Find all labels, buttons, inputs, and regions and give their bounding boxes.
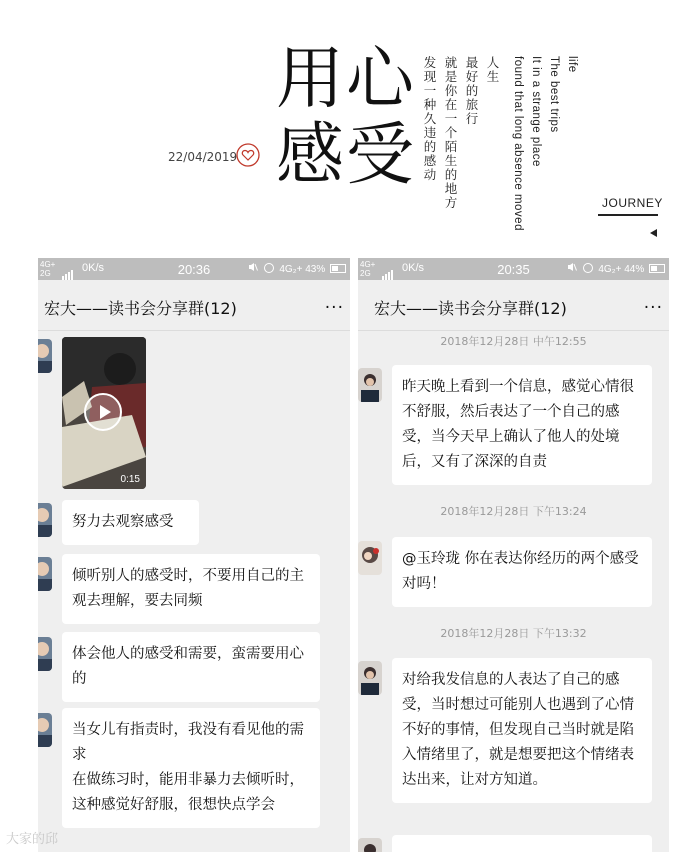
more-options-icon[interactable]: ··· bbox=[643, 298, 663, 318]
chat-bubble[interactable]: 昨天晚上看到一个信息，感觉心情很不舒服，然后表达了一个自己的感受，当今天早上确认了他人的处境后，又有了深深的自责 bbox=[392, 365, 652, 485]
status-bar bbox=[358, 258, 669, 280]
more-options-icon[interactable]: ··· bbox=[324, 298, 344, 318]
chat-screenshot-right bbox=[358, 258, 669, 852]
alarm-icon bbox=[264, 263, 274, 273]
message-timestamp: 2018年12月28日 中午12:55 bbox=[440, 335, 587, 348]
chat-screenshot-left bbox=[38, 258, 350, 852]
network-speed: 0K/s bbox=[402, 262, 425, 274]
signal-type: 4G+ 2G bbox=[40, 260, 56, 278]
alarm-icon bbox=[583, 263, 593, 273]
avatar[interactable] bbox=[38, 503, 52, 537]
avatar[interactable] bbox=[38, 339, 52, 373]
en-verse-1: found that long absence moved bbox=[512, 56, 524, 231]
poster-header bbox=[0, 0, 675, 250]
message-timestamp: 2018年12月28日 下午13:32 bbox=[440, 627, 587, 640]
battery-percent: 43% bbox=[305, 264, 326, 275]
mute-icon bbox=[567, 262, 577, 272]
chat-bubble[interactable]: 体会他人的感受和需要，蛮需要用心的 bbox=[62, 632, 320, 702]
message-list bbox=[38, 331, 350, 852]
heart-icon bbox=[236, 143, 260, 167]
en-verse-3: The best trips bbox=[548, 56, 560, 133]
battery-icon bbox=[330, 264, 346, 273]
status-right bbox=[248, 262, 346, 275]
avatar[interactable] bbox=[38, 557, 52, 591]
message-timestamp: 2018年12月28日 下午13:24 bbox=[440, 505, 587, 518]
cn-verse-1: 发现一种久违的感动 bbox=[422, 56, 437, 182]
chat-bubble[interactable] bbox=[392, 835, 652, 852]
avatar[interactable] bbox=[38, 713, 52, 747]
chat-bubble[interactable]: 倾听别人的感受时，不要用自己的主观去理解，要去同频 bbox=[62, 554, 320, 624]
title-line-1: 用心 bbox=[276, 40, 417, 119]
arrow-left-icon bbox=[650, 229, 657, 237]
chat-title: 宏大——读书会分享群(12) bbox=[44, 299, 237, 318]
message-list bbox=[358, 331, 669, 852]
battery-icon bbox=[649, 264, 665, 273]
chat-bubble[interactable]: 当女儿有指责时，我没有看见他的需求 在做练习时，能用非暴力去倾听时，这种感觉好舒服，很想快点学会 bbox=[62, 708, 320, 828]
journey-divider bbox=[598, 214, 658, 216]
signal-type: 4G+ 2G bbox=[360, 260, 376, 278]
en-verse-2: It in a strange place bbox=[530, 56, 542, 167]
video-duration: 0:15 bbox=[120, 474, 140, 485]
status-bar bbox=[38, 258, 350, 280]
status-time: 20:35 bbox=[497, 262, 530, 277]
chat-header bbox=[358, 280, 669, 331]
battery-percent: 44% bbox=[624, 264, 645, 275]
chat-header bbox=[38, 280, 350, 331]
play-icon[interactable] bbox=[84, 393, 122, 431]
title-line-2: 感受 bbox=[276, 116, 417, 195]
cn-verse-3: 最好的旅行 bbox=[464, 56, 479, 126]
network-type: 4G₂+ bbox=[279, 264, 303, 275]
avatar[interactable] bbox=[358, 661, 382, 695]
status-time: 20:36 bbox=[177, 262, 211, 277]
watermark: 大家的邱 bbox=[6, 832, 59, 847]
en-verse-4: life bbox=[566, 56, 578, 73]
avatar[interactable] bbox=[38, 637, 52, 671]
chat-bubble[interactable]: 努力去观察感受 bbox=[62, 500, 199, 545]
cn-verse-4: 人生 bbox=[485, 56, 500, 84]
avatar[interactable] bbox=[358, 541, 382, 575]
cn-verse-2: 就是你在一个陌生的地方 bbox=[443, 56, 458, 210]
network-speed: 0K/s bbox=[82, 262, 105, 274]
date-label: 22/04/2019 bbox=[168, 150, 238, 164]
video-message[interactable] bbox=[62, 337, 146, 489]
network-type: 4G₂+ bbox=[598, 264, 622, 275]
journey-label: JOURNEY bbox=[602, 196, 663, 210]
chat-bubble[interactable]: 对给我发信息的人表达了自己的感受，当时想过可能别人也遇到了心情不好的事情，但发现自己当时就是陷入情绪里了，就是想要把这个情绪表达出来，让对方知道。 bbox=[392, 658, 652, 803]
chat-title: 宏大——读书会分享群(12) bbox=[374, 299, 567, 318]
mute-icon bbox=[248, 262, 258, 272]
avatar[interactable] bbox=[358, 838, 382, 852]
avatar[interactable] bbox=[358, 368, 382, 402]
status-right bbox=[567, 262, 665, 275]
chat-bubble[interactable]: @玉玲珑 你在表达你经历的两个感受对吗！ bbox=[392, 537, 652, 607]
